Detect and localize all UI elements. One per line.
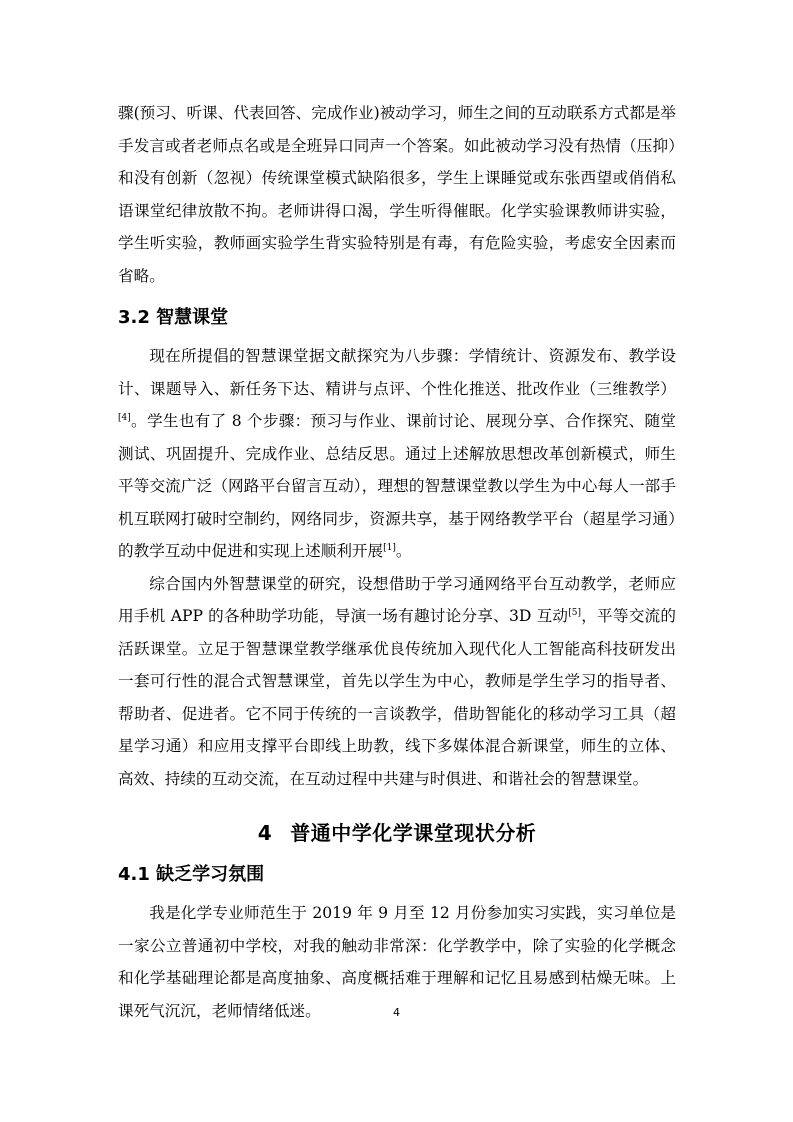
- paragraph-smart-classroom-research: [118, 568, 676, 796]
- citation-marker: [5]: [568, 607, 581, 618]
- paragraph-smart-classroom-steps: [118, 340, 676, 568]
- paragraph-internship-experience: 我是化学专业师范生于 2019 年 9 月至 12 月份参加实习实践，实习单位是一家公立普通初中学校，对我的触动非常深：化学教学中，除了实验的化学概念和化学基础理论都是高度抽象、高度概括难于理解和记忆且易感到枯燥无味。上课死气沉沉，老师情绪低迷。: [118, 904, 676, 1020]
- section-heading-3-2: 3.2 智慧课堂: [118, 307, 229, 328]
- paragraph-text: ，平等交流的活跃课堂。立足于智慧课堂教学继承优良传统加入现代化人工智能高科技研发出一套可行性的混合式智慧课堂，首先以学生为中心，教师是学生学习的指导者、帮助者、促进者。它不同于传统的一言谈教学，借助智能化的移动学习工具（超星学习通）和应用支撑平台即线上助教，线下多媒体混合新课堂，师生的立体、高效、持续的互动交流，在互动过程中共建与时俱进、和谐社会的智慧课堂。: [118, 607, 676, 788]
- paragraph-text: 。学生也有了 8 个步骤：预习与作业、课前讨论、展现分享、合作探究、随堂测试、巩固提升、完成作业、总结反思。通过上述解放思想改革创新模式，师生平等交流广泛（网路平台留言互动），理想的智慧课堂教以学生为中心每人一部手机互联网打破时空制约，网络同步，资源共享，基于网络教学平台（超星学习通）的教学互动中促进和实现上述顺利开展: [118, 412, 676, 560]
- citation-marker: [4]: [118, 412, 131, 423]
- paragraph-text: 。: [395, 542, 412, 560]
- page-number: 4: [393, 1006, 400, 1019]
- paragraph-passive-learning: 骤(预习、听课、代表回答、完成作业)被动学习，师生之间的互动联系方式都是举手发言或者老师点名或是全班异口同声一个答案。如此被动学习没有热情（压抑）和没有创新（忽视）传统课堂模式缺陷很多，学生上课睡觉或东张西望或俏俏私语课堂纪律放散不拘。老师讲得口渴，学生听得催眠。化学实验课教师讲实验，学生听实验，教师画实验学生背实验特别是有毒，有危险实验，考虑安全因素而省略。: [118, 104, 676, 285]
- chapter-heading-4: [118, 817, 676, 849]
- section-heading-4-1: 4.1 缺乏学习氛围: [118, 864, 265, 885]
- page-content: [118, 97, 676, 1027]
- paragraph-text: 现在所提倡的智慧课堂据文献探究为八步骤：学情统计、资源发布、教学设计、课题导入、新任务下达、精讲与点评、个性化推送、批改作业（三维教学）: [118, 347, 676, 398]
- chapter-title: 普通中学化学课堂现状分析: [290, 821, 537, 845]
- chapter-number: 4: [257, 821, 273, 845]
- citation-marker: [1]: [383, 542, 396, 553]
- paragraph-text: 综合国内外智慧课堂的研究，设想借助于学习通网络平台互动教学，老师应用手机 APP 的各种助学功能，导演一场有趣讨论分享、3D 互动: [118, 574, 676, 625]
